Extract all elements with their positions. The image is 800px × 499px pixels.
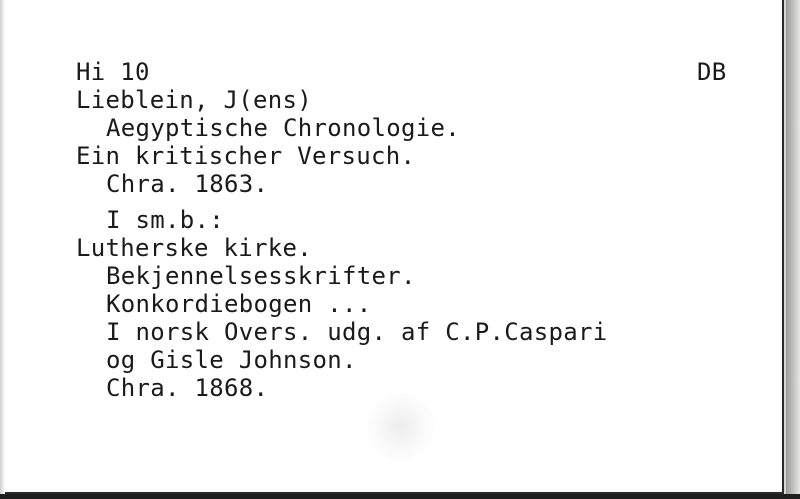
card-right-shadow: [786, 0, 800, 499]
imprint-line: Chra. 1863.: [106, 170, 269, 198]
location-code: DB: [697, 58, 727, 86]
card-left-edge: [0, 0, 5, 499]
second-subtitle-line: Konkordiebogen ...: [106, 290, 372, 318]
title-line: Aegyptische Chronologie.: [106, 114, 460, 142]
subtitle-line: Ein kritischer Versuch.: [76, 142, 416, 170]
second-imprint-line: Chra. 1868.: [106, 374, 269, 402]
bound-with-note: I sm.b.:: [106, 206, 224, 234]
author-line: Lieblein, J(ens): [76, 86, 312, 114]
call-number: Hi 10: [76, 58, 150, 86]
card-bottom-edge: [0, 494, 800, 499]
second-title-line: Bekjennelsesskrifter.: [106, 262, 416, 290]
translation-note-line: I norsk Overs. udg. af C.P.Caspari: [106, 318, 608, 346]
paper-stain: [368, 394, 434, 460]
second-heading-line: Lutherske kirke.: [76, 234, 312, 262]
translator-line: og Gisle Johnson.: [106, 346, 357, 374]
